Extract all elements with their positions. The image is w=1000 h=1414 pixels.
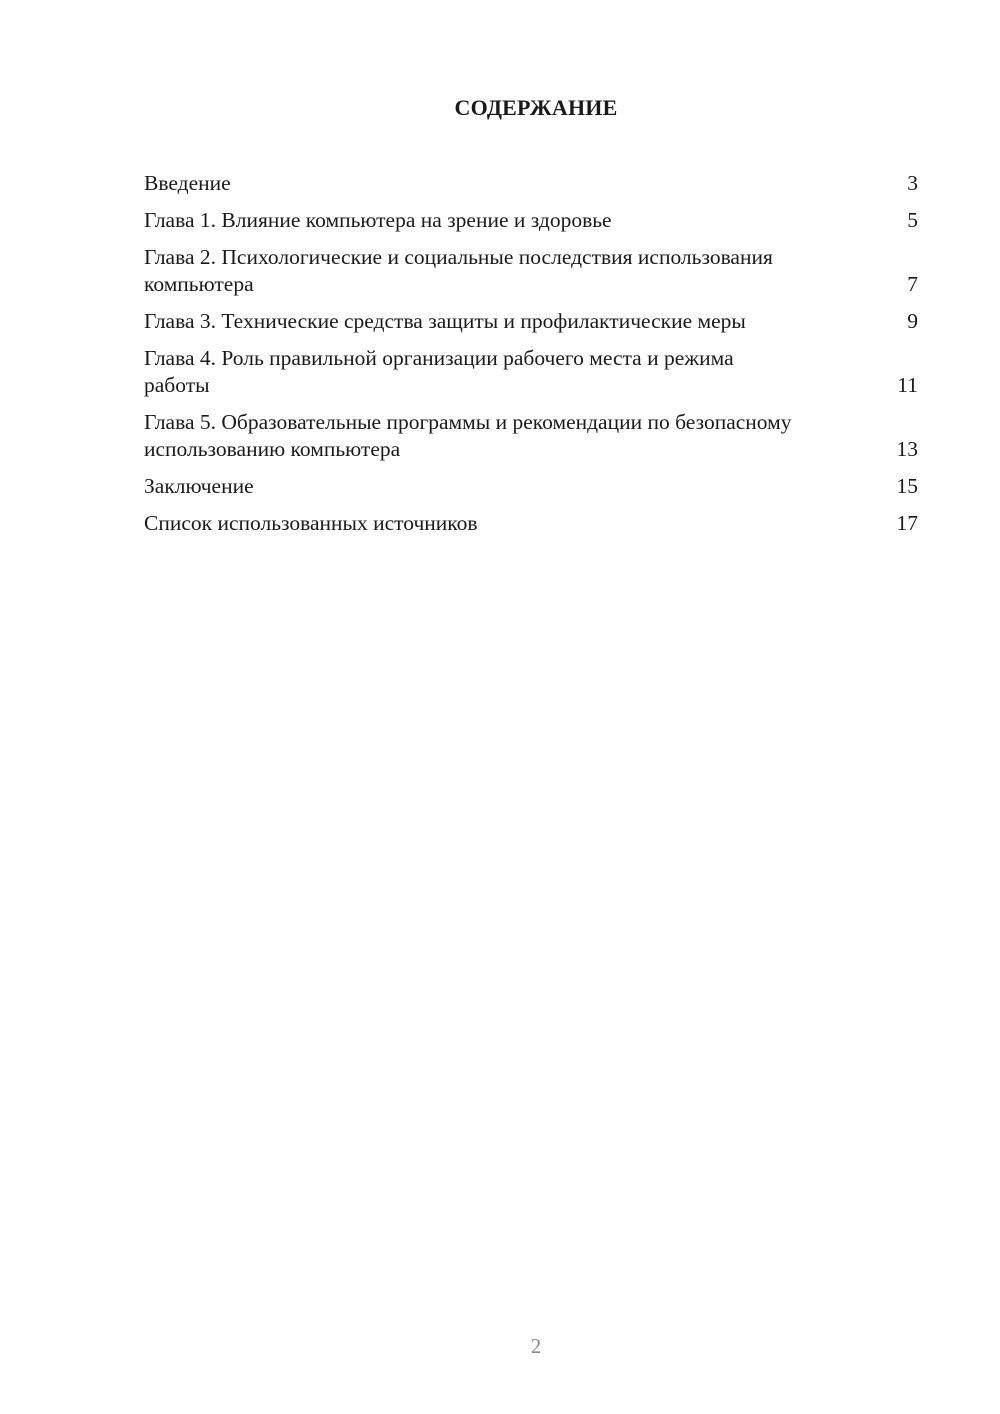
- toc-entry-page: 5: [907, 208, 918, 232]
- toc-entry[interactable]: [144, 473, 918, 500]
- toc-entry[interactable]: [144, 170, 918, 197]
- toc-entry[interactable]: [144, 308, 918, 335]
- toc-entry-title: Список использованных источников: [144, 511, 478, 535]
- toc-entry-page: 13: [896, 437, 918, 461]
- toc-entry[interactable]: [144, 510, 918, 537]
- toc-entry-page: 17: [896, 511, 918, 535]
- page-number: 2: [530, 1334, 542, 1358]
- toc-entry-title: Глава 2. Психологические и социальные последствия использования компьютера: [144, 245, 773, 296]
- toc-entry-title: Заключение: [144, 474, 254, 498]
- toc-entry-page: 11: [897, 373, 918, 397]
- toc-entry-page: 7: [907, 272, 918, 296]
- table-of-contents: [144, 170, 918, 547]
- toc-entry[interactable]: [144, 207, 918, 234]
- toc-entry-title: Введение: [144, 171, 231, 195]
- toc-entry[interactable]: [144, 345, 918, 399]
- toc-entry-title: Глава 5. Образовательные программы и рекомендации по безопасному использованию компьютера: [144, 410, 792, 461]
- toc-entry-page: 9: [907, 309, 918, 333]
- toc-entry-title: Глава 3. Технические средства защиты и профилактические меры: [144, 309, 746, 333]
- toc-entry-title: Глава 1. Влияние компьютера на зрение и здоровье: [144, 208, 612, 232]
- toc-entry-page: 15: [896, 474, 918, 498]
- toc-entry[interactable]: [144, 409, 918, 463]
- toc-entry-page: 3: [907, 171, 918, 195]
- page-title: СОДЕРЖАНИЕ: [454, 95, 618, 120]
- toc-entry-title: Глава 4. Роль правильной организации рабочего места и режима работы: [144, 346, 734, 397]
- toc-entry[interactable]: [144, 244, 918, 298]
